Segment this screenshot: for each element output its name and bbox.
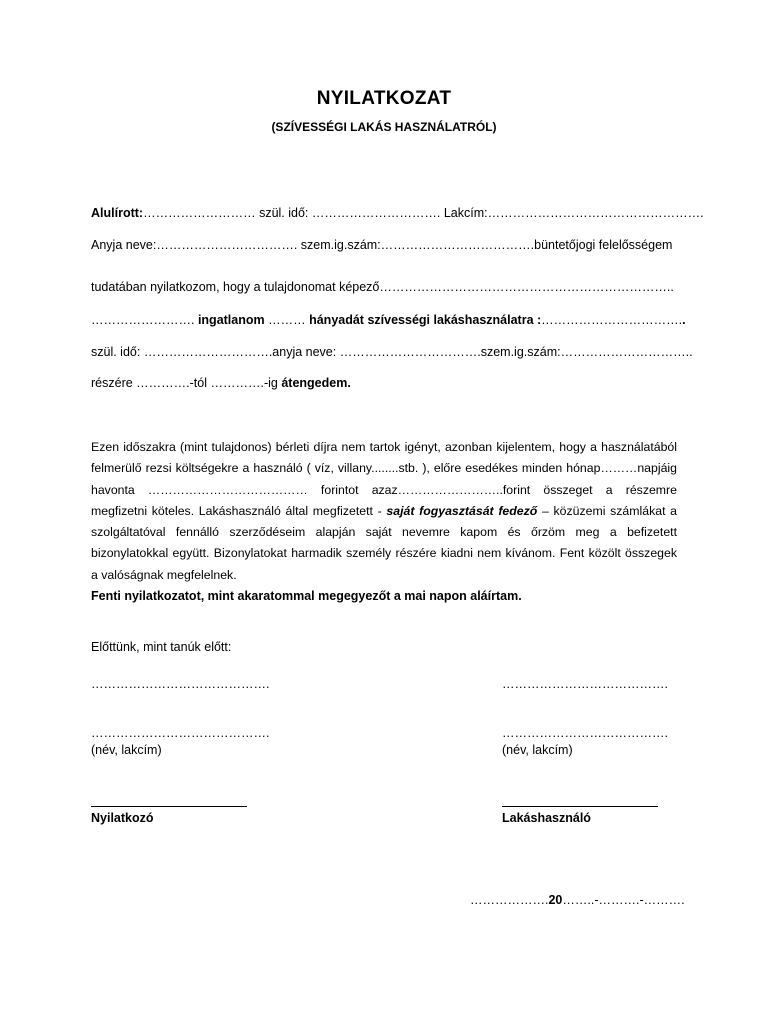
witness-right-line-1: …………………………………. — [502, 677, 668, 691]
label-user-mother: .anyja neve: — [268, 345, 337, 359]
declarant-signature-label: Nyilatkozó — [91, 811, 154, 825]
witness-left-line-1: ……………………………………. — [91, 677, 270, 691]
fill-user-name: ……………………………. — [541, 313, 683, 327]
fill-to-date: …………. — [210, 376, 264, 390]
user-signature-label: Lakáshasználó — [502, 811, 591, 825]
fill-address: ……………………………………………. — [487, 206, 704, 220]
label-alulirott: Alulírott: — [91, 206, 144, 220]
document-subtitle: (SZÍVESSÉGI LAKÁS HASZNÁLATRÓL) — [271, 120, 497, 134]
fill-property-address: ……………………. — [91, 313, 198, 327]
fill-birth-date: …………………………. — [308, 206, 444, 220]
label-id-number: szem.ig.szám: — [300, 238, 381, 252]
fill-name: ……………………… — [143, 206, 260, 220]
signing-statement: Fenti nyilatkozatot, mint akaratommal megegyezőt a mai napon aláírtam. — [91, 589, 522, 603]
witness-intro: Előttünk, mint tanúk előtt: — [91, 640, 232, 654]
fill-property: …………………………………………………………….. — [379, 280, 674, 294]
label-birth-date: szül. idő: — [259, 206, 309, 220]
label-property: ingatlanom — [197, 313, 269, 327]
fill-from-date: ………… — [136, 376, 187, 390]
user-signature-line — [502, 806, 658, 807]
label-mother-name: Anyja neve: — [91, 238, 157, 252]
label-to: -ig — [263, 376, 282, 390]
fill-share: ……… — [268, 313, 310, 327]
fill-id-number: ………………………………. — [380, 238, 535, 252]
fill-user-id: ………………………….. — [560, 345, 693, 359]
ownership-text: tudatában nyilatkozom, hogy a tulajdonomat képező — [91, 280, 380, 294]
witness-right-label: (név, lakcím) — [502, 743, 573, 757]
terms-paragraph — [91, 437, 677, 586]
user-details-line — [91, 345, 693, 359]
fill-user-birth-date: ………………………… — [140, 345, 269, 359]
label-from: .-tól — [186, 376, 211, 390]
fill-date: ……..-……….-………. — [562, 893, 685, 907]
label-courtesy-use: szívességi lakáshasználatra : — [363, 313, 542, 327]
date-year-prefix: 20 — [548, 893, 563, 907]
fill-mother-name: ……………………………. — [156, 238, 301, 252]
witness-left-label: (név, lakcím) — [91, 743, 162, 757]
label-share: hányadát — [309, 313, 364, 327]
date-line — [470, 893, 685, 907]
fill-user-mother: ……………………………. — [336, 345, 481, 359]
terms-text-rest: – közüzemi számlákat a szolgáltatóval fennálló szerződéseim alapján saját nevemre kapom és őrzöm meg a befizetett bizonylatokkal együtt. Bizonylatokat harmadik személy részére kiadni nem kívánom. Fent közölt összegek a valóságnak megfelelnek. — [91, 503, 678, 582]
period-line — [91, 376, 681, 390]
terms-text: Ezen időszakra (mint tulajdonos) bérleti díjra nem tartok igényt, azonban kijelentem, hogy a használatából felmerülő rezsi költségekre a használó ( víz, villany........stb. ), előre esedékes minden hónap………napjáig havonta ………………………………… forintot azaz……………………..forint összeget a részemre megfizetni köteles. Lakáshasználó által megfizetett - — [91, 440, 677, 518]
declarant-line — [91, 206, 704, 220]
fill-place: ………………. — [470, 893, 549, 907]
property-line — [91, 313, 686, 327]
label-address: Lakcím: — [443, 206, 488, 220]
witness-left-line-2: ……………………………………. — [91, 726, 270, 740]
label-user-id: szem.ig.szám: — [480, 345, 561, 359]
label-for: részére — [91, 376, 137, 390]
declarant-signature-line — [91, 806, 247, 807]
witness-right-line-2: …………………………………. — [502, 726, 668, 740]
line4-end: . — [682, 313, 686, 327]
mother-id-line — [91, 238, 681, 252]
document-title: NYILATKOZAT — [316, 88, 452, 109]
terms-emphasis: saját fogyasztását fedező — [386, 503, 538, 518]
label-user-birth-date: szül. idő: — [91, 345, 141, 359]
label-grant: átengedem. — [281, 376, 351, 390]
ownership-line — [91, 280, 681, 294]
liability-text: büntetőjogi felelősségem — [534, 238, 673, 252]
